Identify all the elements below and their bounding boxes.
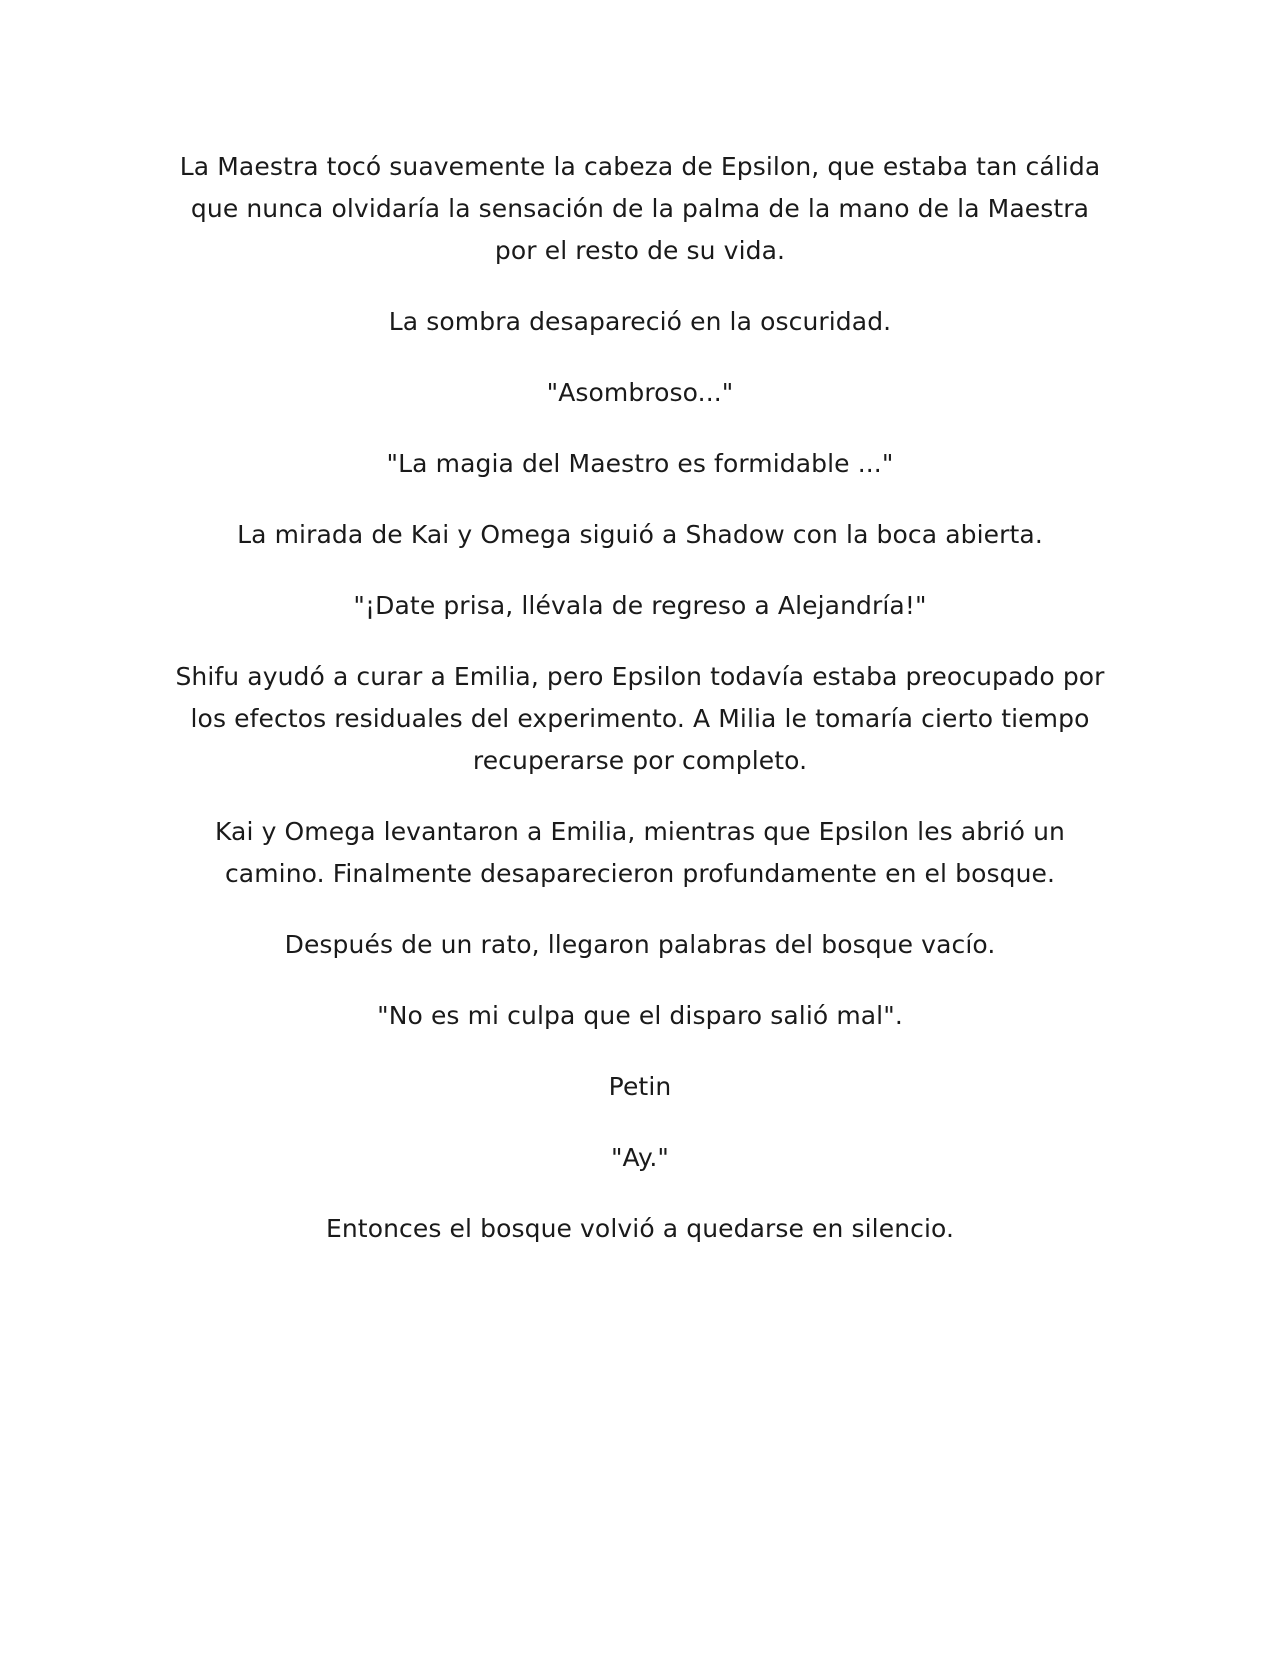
paragraph-3: "Asombroso..." — [546, 378, 734, 407]
paragraph-5: La mirada de Kai y Omega siguió a Shadow con la boca abierta. — [237, 520, 1043, 549]
paragraph-4: "La magia del Maestro es formidable ..." — [386, 449, 894, 478]
paragraph-9: Después de un rato, llegaron palabras del bosque vacío. — [284, 930, 996, 959]
paragraph-10: "No es mi culpa que el disparo salió mal". — [377, 1001, 903, 1030]
paragraph-11: Petin — [608, 1072, 672, 1101]
paragraph-7: Shifu ayudó a curar a Emilia, pero Epsilon todavía estaba preocupado por los efectos residuales del experimento. A Milia le tomaría cierto tiempo recuperarse por completo. — [175, 662, 1105, 775]
paragraph-13: Entonces el bosque volvió a quedarse en silencio. — [325, 1214, 955, 1243]
paragraph-1: La Maestra tocó suavemente la cabeza de Epsilon, que estaba tan cálida que nunca olvidaría la sensación de la palma de la mano de la Maestra por el resto de su vida. — [179, 152, 1101, 265]
paragraph-12: "Ay." — [610, 1143, 670, 1172]
paragraph-6: "¡Date prisa, llévala de regreso a Alejandría!" — [353, 591, 927, 620]
paragraph-8: Kai y Omega levantaron a Emilia, mientras que Epsilon les abrió un camino. Finalmente desaparecieron profundamente en el bosque. — [215, 817, 1065, 888]
story-text — [170, 146, 1110, 1279]
paragraph-2: La sombra desapareció en la oscuridad. — [388, 307, 892, 336]
